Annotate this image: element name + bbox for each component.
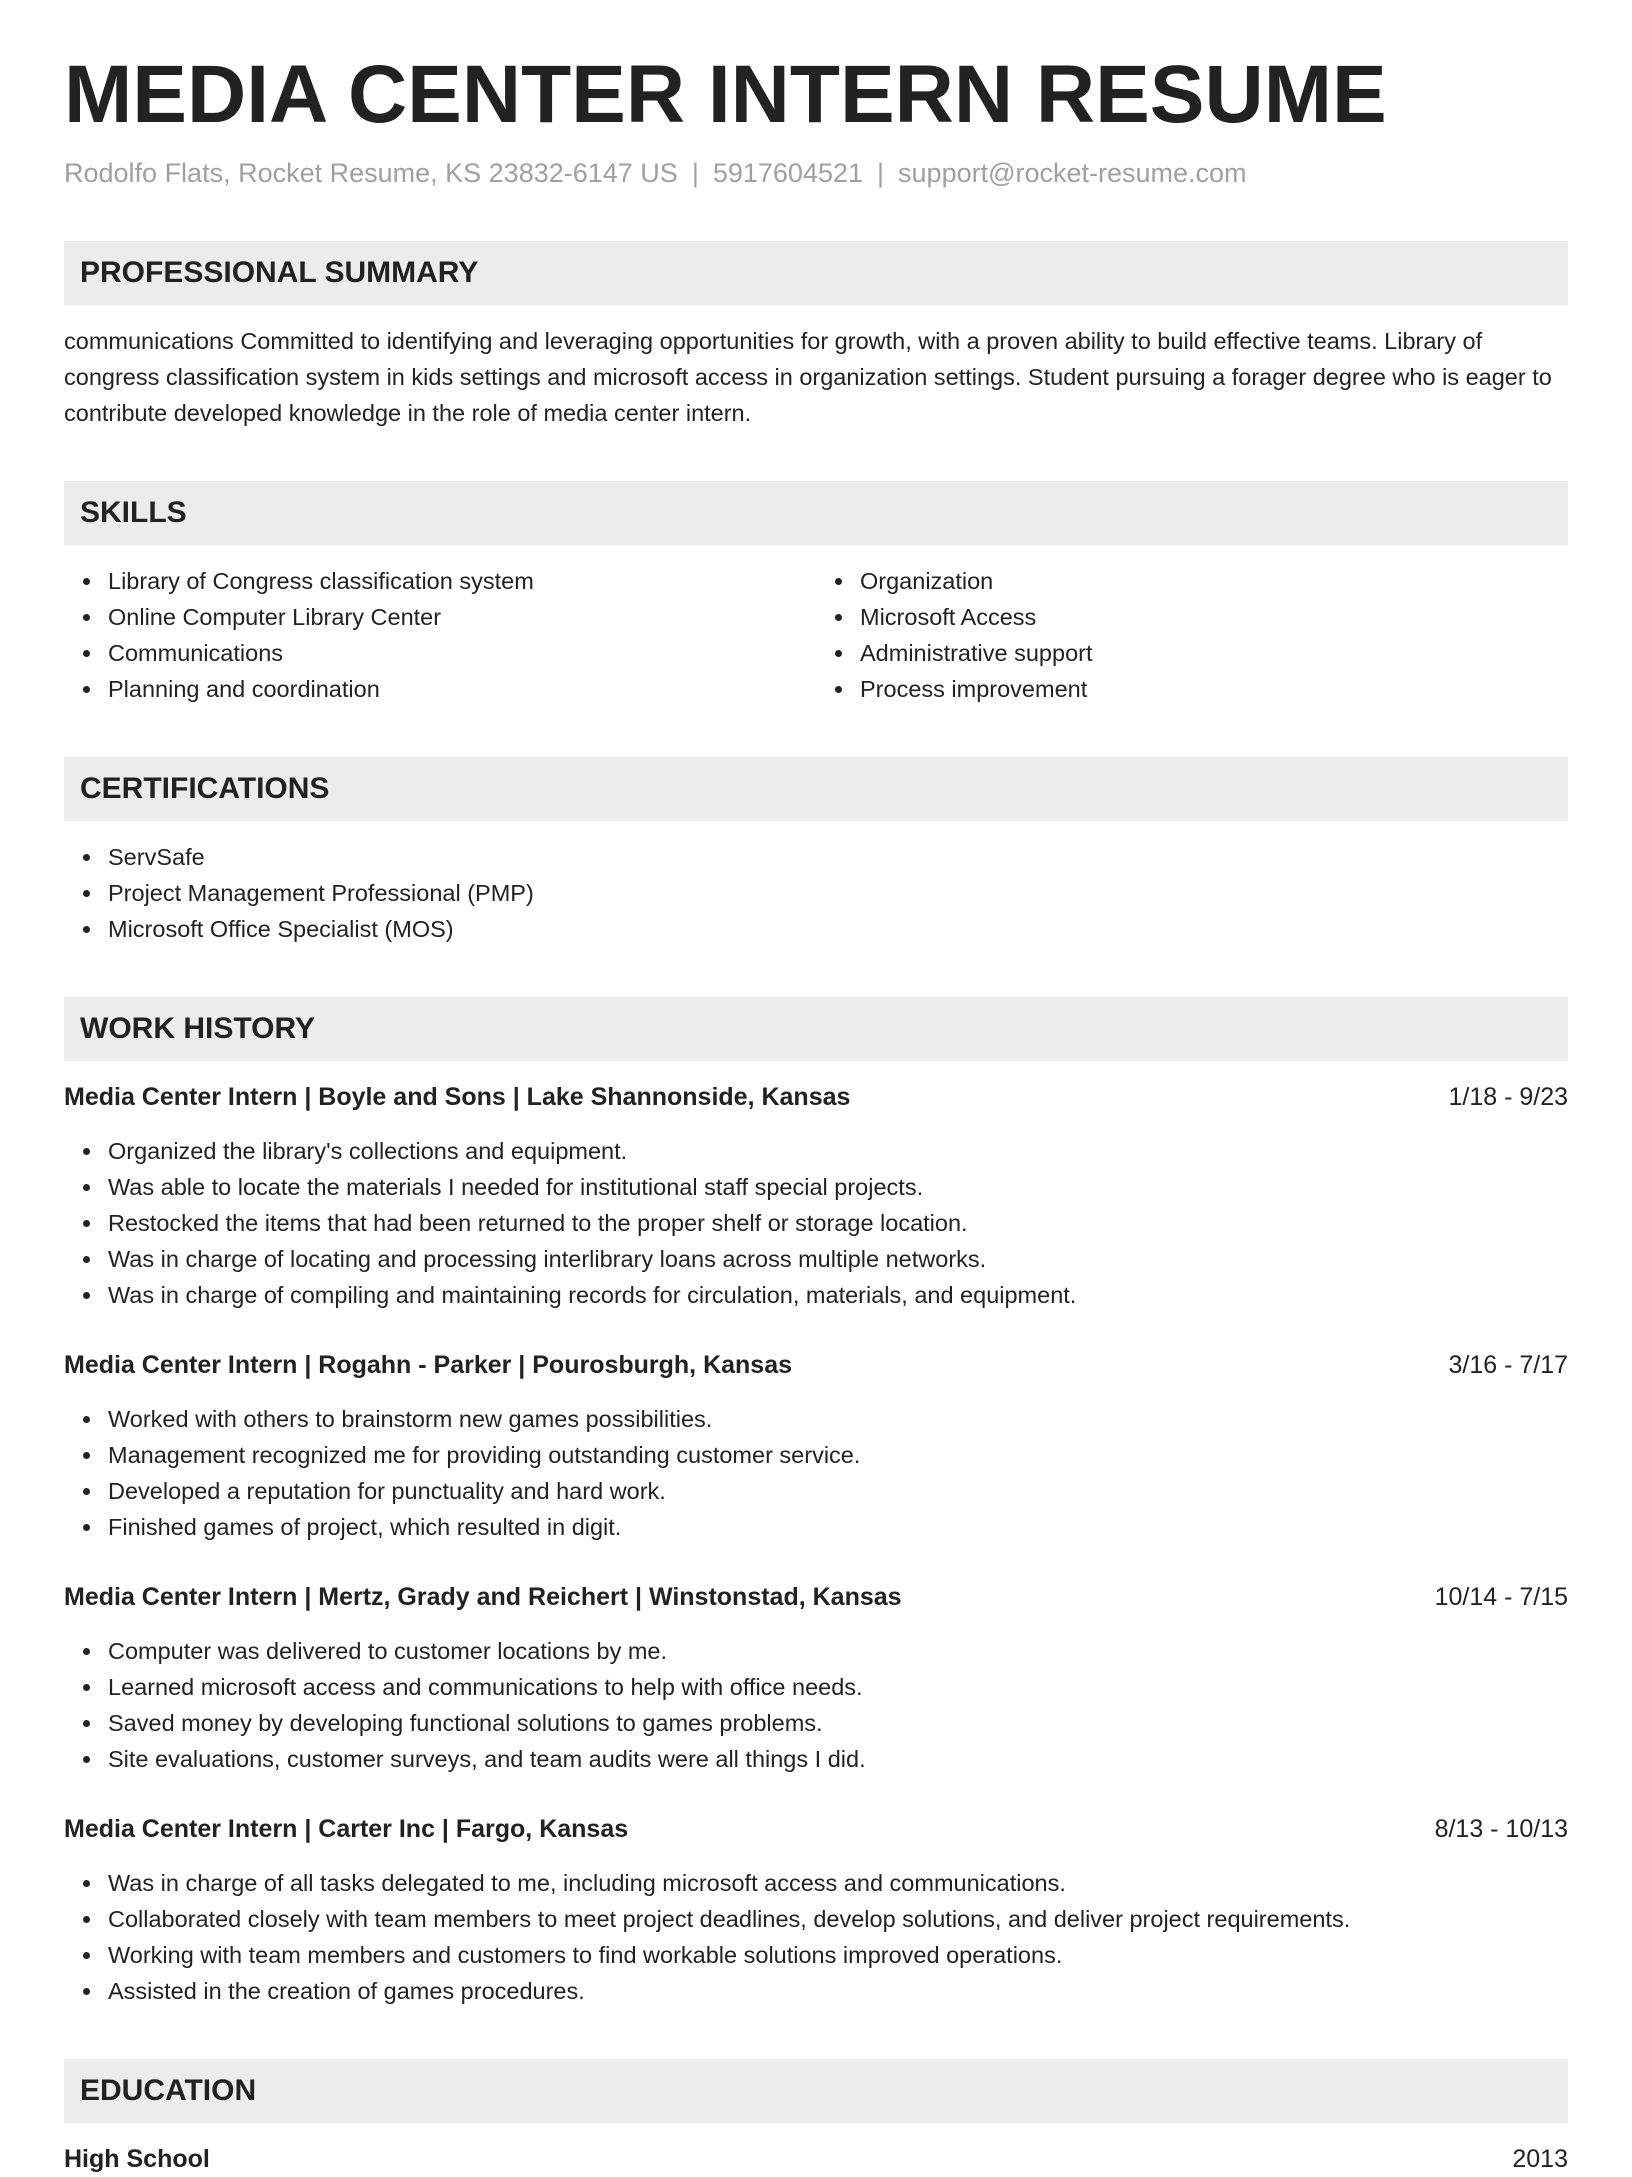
- job-bullet: Worked with others to brainstorm new games possibilities.: [108, 1401, 1568, 1437]
- skill-item: Online Computer Library Center: [108, 599, 816, 635]
- job-bullet: Restocked the items that had been returned to the proper shelf or storage location.: [108, 1205, 1568, 1241]
- skill-item: Communications: [108, 635, 816, 671]
- contact-address: Rodolfo Flats, Rocket Resume, KS 23832-6147 US: [64, 158, 678, 189]
- education-school: High School: [64, 2145, 210, 2174]
- job-entry: [64, 1347, 1568, 1545]
- job-bullet: Was in charge of locating and processing interlibrary loans across multiple networks.: [108, 1241, 1568, 1277]
- job-entry: [64, 1579, 1568, 1777]
- certification-item: ServSafe: [108, 839, 1568, 875]
- certifications-heading: CERTIFICATIONS: [64, 757, 1568, 821]
- work-history-section: [64, 997, 1568, 2009]
- contact-phone: 5917604521: [712, 158, 864, 189]
- job-bullets: [64, 1865, 1568, 2009]
- contact-separator: |: [691, 158, 699, 189]
- job-heading: Media Center Intern | Mertz, Grady and Reichert | Winstonstad, Kansas: [64, 1583, 902, 1612]
- job-bullet: Was able to locate the materials I needed for institutional staff special projects.: [108, 1169, 1568, 1205]
- education-section: [64, 2059, 1568, 2177]
- job-header: [64, 1579, 1568, 1615]
- skills-left-list: [64, 563, 816, 707]
- certifications-list: [64, 839, 1568, 947]
- job-dates: 3/16 - 7/17: [1448, 1351, 1568, 1380]
- job-header: [64, 1347, 1568, 1383]
- skills-right-list: [816, 563, 1568, 707]
- job-heading: Media Center Intern | Carter Inc | Fargo, Kansas: [64, 1815, 629, 1844]
- education-heading: EDUCATION: [64, 2059, 1568, 2123]
- job-bullet: Site evaluations, customer surveys, and team audits were all things I did.: [108, 1741, 1568, 1777]
- job-bullet: Saved money by developing functional solutions to games problems.: [108, 1705, 1568, 1741]
- job-bullet: Organized the library's collections and equipment.: [108, 1133, 1568, 1169]
- education-entry: [64, 2141, 1568, 2177]
- certification-item: Project Management Professional (PMP): [108, 875, 1568, 911]
- job-bullets: [64, 1401, 1568, 1545]
- contact-email: support@rocket-resume.com: [898, 158, 1247, 189]
- job-bullet: Developed a reputation for punctuality and hard work.: [108, 1473, 1568, 1509]
- certification-item: Microsoft Office Specialist (MOS): [108, 911, 1568, 947]
- job-bullet: Management recognized me for providing outstanding customer service.: [108, 1437, 1568, 1473]
- job-entry: [64, 1079, 1568, 1313]
- job-bullet: Learned microsoft access and communications to help with office needs.: [108, 1669, 1568, 1705]
- skill-item: Organization: [860, 563, 1568, 599]
- job-dates: 10/14 - 7/15: [1434, 1583, 1568, 1612]
- job-bullets: [64, 1133, 1568, 1313]
- job-header: [64, 1079, 1568, 1115]
- skill-item: Process improvement: [860, 671, 1568, 707]
- summary-text: communications Committed to identifying and leveraging opportunities for growth, with a proven ability to build effective teams. Library of congress classification system in kids settings and microsoft access in organization settings. Student pursuing a forager degree who is eager to contribute developed knowledge in the role of media center intern.: [64, 328, 1552, 427]
- resume-title: MEDIA CENTER INTERN RESUME: [64, 49, 1387, 140]
- skill-item: Microsoft Access: [860, 599, 1568, 635]
- skills-section: [64, 481, 1568, 707]
- job-heading: Media Center Intern | Boyle and Sons | Lake Shannonside, Kansas: [64, 1083, 851, 1112]
- job-dates: 8/13 - 10/13: [1434, 1815, 1568, 1844]
- job-dates: 1/18 - 9/23: [1448, 1083, 1568, 1112]
- contact-separator: |: [877, 158, 885, 189]
- job-bullets: [64, 1633, 1568, 1777]
- contact-line: [64, 156, 1568, 191]
- job-bullet: Finished games of project, which resulted in digit.: [108, 1509, 1568, 1545]
- job-bullet: Collaborated closely with team members to meet project deadlines, develop solutions, and deliver project requirements.: [108, 1901, 1568, 1937]
- job-bullet: Working with team members and customers to find workable solutions improved operations.: [108, 1937, 1568, 1973]
- job-bullet: Computer was delivered to customer locations by me.: [108, 1633, 1568, 1669]
- certifications-section: [64, 757, 1568, 947]
- skill-item: Planning and coordination: [108, 671, 816, 707]
- skill-item: Administrative support: [860, 635, 1568, 671]
- job-entry: [64, 1811, 1568, 2009]
- job-header: [64, 1811, 1568, 1847]
- work-history-heading: WORK HISTORY: [64, 997, 1568, 1061]
- skills-heading: SKILLS: [64, 481, 1568, 545]
- summary-heading: PROFESSIONAL SUMMARY: [64, 241, 1568, 305]
- skills-columns: [64, 563, 1568, 707]
- job-bullet: Assisted in the creation of games procedures.: [108, 1973, 1568, 2009]
- skill-item: Library of Congress classification system: [108, 563, 816, 599]
- education-year: 2013: [1512, 2145, 1568, 2174]
- summary-section: [64, 241, 1568, 431]
- job-bullet: Was in charge of all tasks delegated to me, including microsoft access and communications.: [108, 1865, 1568, 1901]
- job-bullet: Was in charge of compiling and maintaining records for circulation, materials, and equipment.: [108, 1277, 1568, 1313]
- job-heading: Media Center Intern | Rogahn - Parker | Pourosburgh, Kansas: [64, 1351, 793, 1380]
